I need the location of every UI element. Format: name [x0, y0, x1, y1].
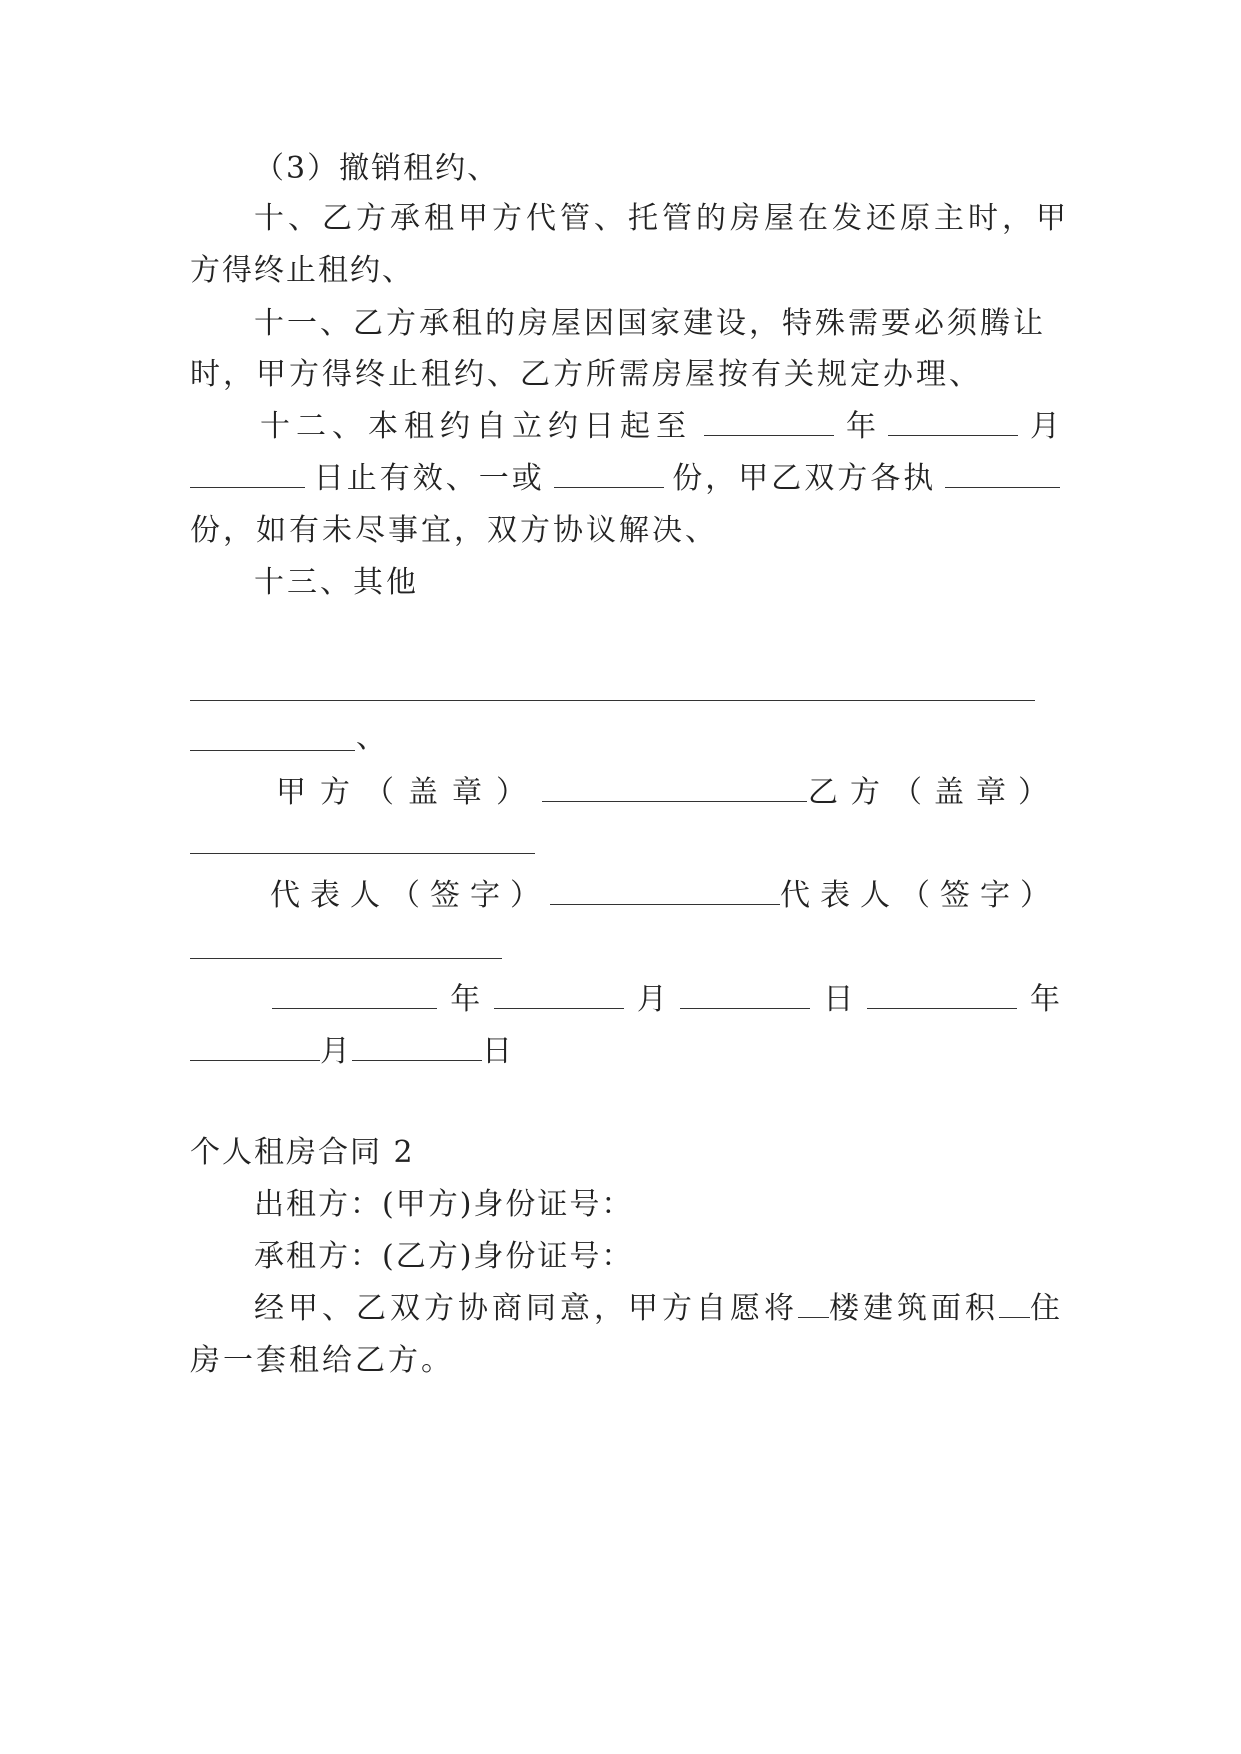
- end-month-blank[interactable]: [888, 407, 1018, 436]
- contract-2-title-text: 个人租房合同 2: [190, 1135, 415, 1170]
- clause-13: [254, 563, 1124, 603]
- date-a-year-label: 年: [450, 982, 481, 1017]
- agreement-line-2: [190, 1341, 1060, 1381]
- clause-12-prefix: 十二、本租约自立约日起至: [260, 409, 692, 444]
- clause-10-text-a: 十、乙方承租甲方代管、托管的房屋在发还原主时，甲: [254, 201, 1070, 236]
- end-year-label: 年: [846, 409, 876, 444]
- date-line-2: [190, 1032, 1060, 1072]
- copies-each-blank[interactable]: [945, 459, 1060, 488]
- other-terms-blank-2[interactable]: [190, 750, 355, 751]
- clause-12-line-3: [190, 511, 1060, 551]
- item-3-revoke-lease: [254, 149, 1124, 189]
- area-blank[interactable]: [999, 1289, 1030, 1318]
- lessor-text: 出租方：(甲方)身份证号：: [254, 1187, 634, 1222]
- clause-11-text-b: 时，甲方得终止租约、乙方所需房屋按有关规定办理、: [190, 357, 982, 392]
- end-year-blank[interactable]: [704, 407, 834, 436]
- date-b-month-blank[interactable]: [190, 1032, 320, 1061]
- lessor-line: [254, 1185, 1124, 1225]
- date-a-month-label: 月: [636, 982, 667, 1017]
- dun-mark: 、: [356, 720, 388, 755]
- clause-10-line-2: [190, 251, 1060, 291]
- clause-12-mid-1: 日止有效、一或: [313, 461, 545, 496]
- contract-2-title: [190, 1133, 1060, 1173]
- copies-total-blank[interactable]: [554, 459, 664, 488]
- date-b-day-blank[interactable]: [352, 1032, 482, 1061]
- date-line-1: [272, 980, 1060, 1020]
- rep-sign-line: [270, 876, 1060, 916]
- clause-13-text: 十三、其他: [254, 565, 419, 600]
- end-day-blank[interactable]: [190, 459, 305, 488]
- seal-line: [276, 773, 1060, 813]
- party-a-seal-blank[interactable]: [542, 773, 807, 802]
- clause-12-line-1: [260, 407, 1060, 447]
- other-terms-blank-1[interactable]: [190, 700, 1035, 701]
- agreement-text-3: 住: [1030, 1291, 1060, 1326]
- date-b-year-blank[interactable]: [867, 980, 1017, 1009]
- other-terms-end-mark: [356, 718, 396, 758]
- agreement-text-4: 房一套租给乙方。: [190, 1343, 454, 1378]
- agreement-text-2: 楼建筑面积: [829, 1291, 999, 1326]
- date-b-month-label: 月: [320, 1034, 352, 1069]
- clause-10-text-b: 方得终止租约、: [190, 253, 414, 288]
- clause-11-text-a: 十一、乙方承租的房屋因国家建设，特殊需要必须腾让: [254, 306, 1046, 341]
- clause-11-line-1: [254, 304, 1124, 344]
- clause-12-mid-2: 份，甲乙双方各执: [672, 461, 937, 496]
- party-a-seal-label: 甲方（盖章）: [276, 775, 540, 810]
- date-a-year-blank[interactable]: [272, 980, 437, 1009]
- rep-sign-b-blank[interactable]: [190, 958, 502, 959]
- item-3-text: （3）撤销租约、: [254, 151, 500, 186]
- date-b-day-label: 日: [482, 1034, 514, 1069]
- clause-12-line-2: [190, 459, 1060, 499]
- end-month-label: 月: [1030, 409, 1060, 444]
- agreement-line-1: [254, 1289, 1060, 1329]
- party-b-seal-label: 乙方（盖章）: [808, 775, 1060, 810]
- clause-10-line-1: [254, 199, 1070, 239]
- building-blank[interactable]: [798, 1289, 829, 1318]
- rep-sign-a-label: 代表人（签字）: [270, 878, 550, 913]
- rep-sign-a-blank[interactable]: [550, 876, 780, 905]
- lessee-text: 承租方：(乙方)身份证号：: [254, 1239, 634, 1274]
- date-a-day-blank[interactable]: [680, 980, 810, 1009]
- date-a-day-label: 日: [823, 982, 854, 1017]
- party-b-seal-blank[interactable]: [190, 853, 535, 854]
- agreement-text-1: 经甲、乙双方协商同意，甲方自愿将: [254, 1291, 798, 1326]
- rep-sign-b-label: 代表人（签字）: [780, 878, 1060, 913]
- date-b-year-label: 年: [1029, 982, 1060, 1017]
- clause-12-end: 份，如有未尽事宜，双方协议解决、: [190, 513, 718, 548]
- clause-11-line-2: [190, 355, 1060, 395]
- date-a-month-blank[interactable]: [494, 980, 624, 1009]
- lessee-line: [254, 1237, 1124, 1277]
